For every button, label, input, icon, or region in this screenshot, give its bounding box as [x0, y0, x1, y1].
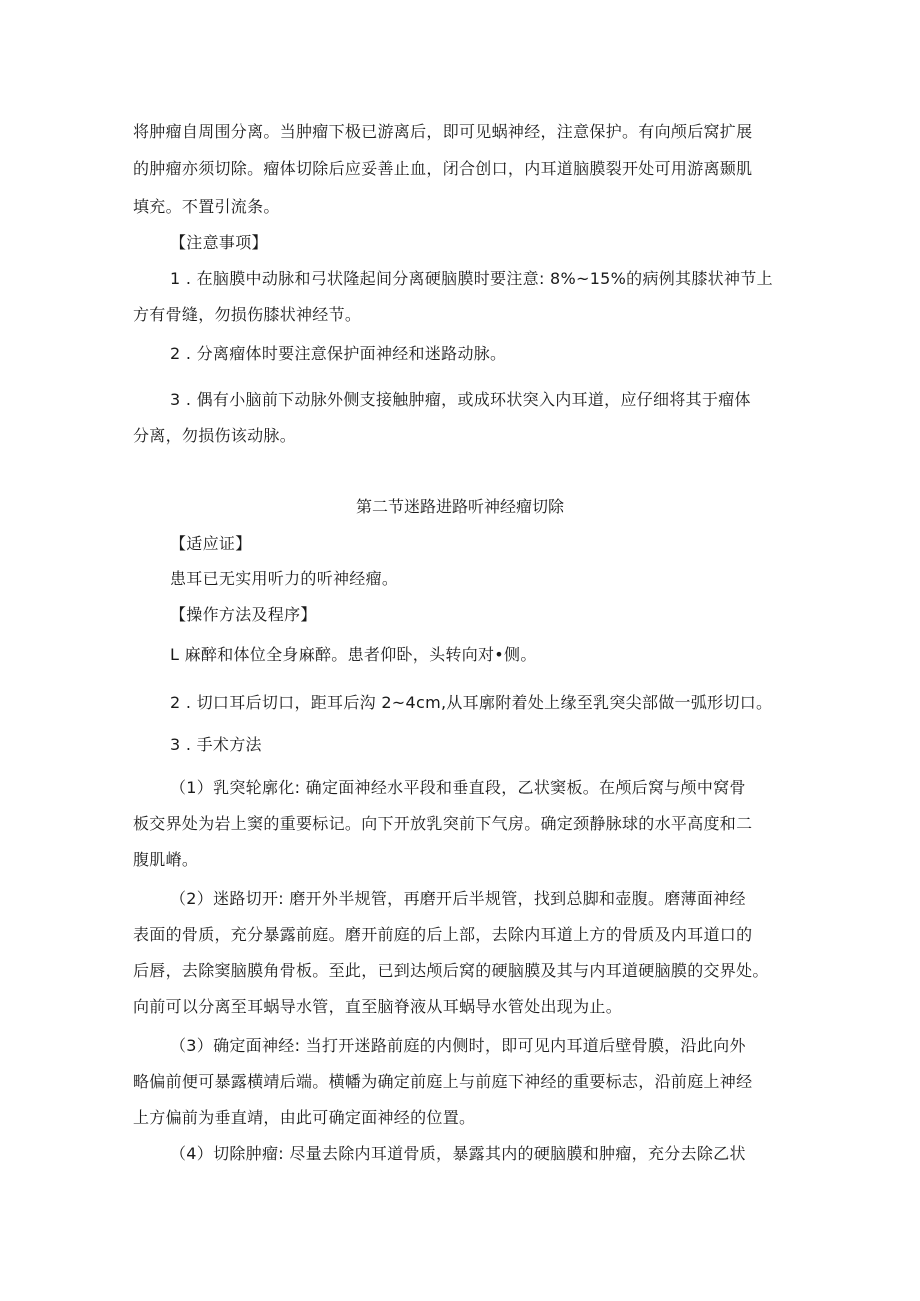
step-3: 3 . 手术方法	[170, 735, 262, 754]
paragraph-line: 填充。不置引流条。	[133, 197, 280, 216]
step-2: 2 . 切口耳后切口，距耳后沟 2~4cm,从耳廓附着处上缘至乳突尖部做一弧形切口。	[170, 693, 773, 712]
sub-1-line: 板交界处为岩上窦的重要标记。向下开放乳突前下气房。确定颈静脉球的水平高度和二	[133, 814, 753, 833]
note-3-line: 分离，勿损伤该动脉。	[133, 426, 297, 445]
sub-2-line: 后唇，去除窦脑膜角骨板。至此，已到达颅后窝的硬脑膜及其与内耳道硬脑膜的交界处。	[133, 961, 769, 980]
indication-heading: 【适应证】	[170, 534, 252, 553]
step-1: L 麻醉和体位全身麻醉。患者仰卧，头转向对•侧。	[170, 645, 537, 664]
sub-3-line: 略偏前便可暴露横靖后端。横幡为确定前庭上与前庭下神经的重要标志，沿前庭上神经	[133, 1072, 753, 1091]
sub-2-line: 表面的骨质，充分暴露前庭。磨开前庭的后上部，去除内耳道上方的骨质及内耳道口的	[133, 925, 753, 944]
paragraph-line: 的肿瘤亦须切除。瘤体切除后应妥善止血，闭合创口，内耳道脑膜裂开处可用游离颞肌	[133, 159, 753, 178]
sub-3-line: 上方偏前为垂直靖，由此可确定面神经的位置。	[133, 1108, 476, 1127]
note-1-line: 方有骨缝，勿损伤膝状神经节。	[133, 305, 362, 324]
sub-2-line: 向前可以分离至耳蜗导水管，直至脑脊液从耳蜗导水管处出现为止。	[133, 997, 623, 1016]
sub-1-line: 腹肌嵴。	[133, 850, 199, 869]
indication-text: 患耳已无实用听力的听神经瘤。	[170, 569, 399, 588]
notes-heading: 【注意事项】	[170, 233, 268, 252]
note-1-line: 1 . 在脑膜中动脉和弓状隆起间分离硬脑膜时要注意: 8%~15%的病例其膝状神节上	[170, 269, 773, 288]
procedure-heading: 【操作方法及程序】	[170, 605, 317, 624]
sub-2-line: （2）迷路切开: 磨开外半规管，再磨开后半规管，找到总脚和壶腹。磨薄面神经	[170, 889, 746, 908]
note-3-line: 3 . 偶有小脑前下动脉外侧支接触肿瘤，或成环状突入内耳道，应仔细将其于瘤体	[170, 390, 751, 409]
section-title: 第二节迷路进路听神经瘤切除	[355, 497, 564, 516]
paragraph-line: 将肿瘤自周围分离。当肿瘤下极已游离后，即可见蜗神经，注意保护。有向颅后窝扩展	[133, 122, 753, 141]
sub-4-line: （4）切除肿瘤: 尽量去除内耳道骨质，暴露其内的硬脑膜和肿瘤，充分去除乙状	[170, 1144, 746, 1163]
note-2: 2 . 分离瘤体时要注意保护面神经和迷路动脉。	[170, 344, 507, 363]
sub-1-line: （1）乳突轮廓化: 确定面神经水平段和垂直段，乙状窦板。在颅后窝与颅中窝骨	[170, 778, 746, 797]
sub-3-line: （3）确定面神经: 当打开迷路前庭的内侧时，即可见内耳道后壁骨膜，沿此向外	[170, 1036, 746, 1055]
